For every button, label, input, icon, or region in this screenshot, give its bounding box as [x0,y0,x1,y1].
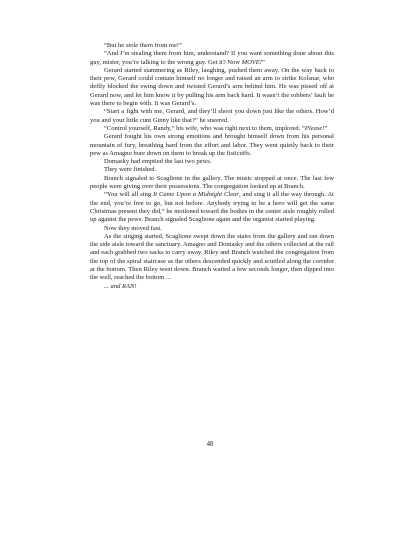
paragraph [90,42,334,50]
text-run: “Control yourself, Randy,” his wife, who was right next to them, implored. “ [104,124,305,132]
italic-text: It Came Upon a Midnight Clear [153,191,239,199]
page-number: 48 [206,441,214,448]
paragraph [90,233,334,283]
text-run: Gerard started stammering as Riley, laughing, pushed them away. On the way back to their pew, Gerard could contain himself no longer and raised an arm to strike Kolsnar, who deftly blocked the swing down and twisted Gerard’s arm behind him. He was pissed off at Gerard now, and let him know it by pulling his arm back hard. It wasn’t the robbers’ fault he was there to begin with. It was Gerard’s. [90,66,334,108]
text-run: ” [324,124,328,132]
text-run: , and sing it all the way through. At the end, you’re free to go, but not before. Anybody trying to be a hero will get the same Christmas present they did,” he motioned toward the bodies in the center aisle roughly rolled up against the pews. Branch signaled Scaglione again and the organist started playing. [90,191,334,224]
body-text [90,42,334,291]
text-run: As the singing started, Scaglione swept down the stairs from the gallery and ran down the side aisle toward the sanctuary. Amagno and Domasky and the others collected at the rail and each grabbed two sacks to carry away. Riley and Branch watched the congregation from the top of the spiral staircase as the others descended quickly and scuttled along the corridor at the bottom. Then Riley went down. Branch waited a few seconds longer, then dipped into the well, reached the bottom ... [90,232,334,282]
italic-text: ... and RAN! [104,282,137,290]
text-run: “Start a fight with me, Gerard, and they’ll shoot you down just like the others. How’d you and your little cunt Ginny like that?” he sneered. [90,108,334,124]
text-run: “But he [104,42,126,49]
text-run: Domasky had emptied the last two pews. [104,158,212,166]
paragraph [90,166,334,174]
paragraph [90,175,334,192]
paragraph [90,50,334,67]
text-run: stealing them from him, understand? If you want something done about this guy, mister, you’re talking to the wrong guy. Get it? Now [90,50,334,66]
paragraph [90,225,334,233]
paragraph [90,191,334,224]
text-run: They were finished. [104,166,157,174]
text-run: Gerard fought his own strong emotions and brought himself down from his personal mountain of fury, breathing hard from the effort and labor. They went quietly back to their pew as Amagno bore down on them to break up the fisticuffs. [90,133,334,157]
text-run: “You will all sing [104,191,154,199]
italic-text: MOVE! [241,58,262,66]
paragraph [90,158,334,166]
paragraph [90,108,334,125]
text-run: Branch signaled to Scaglione in the gallery. The music stopped at once. The last few people were giving over their possessions. The congregation looked up at Branch. [90,174,334,191]
text-run: them from me!” [138,42,183,49]
paragraph [90,133,334,158]
paragraph [90,283,334,291]
text-run: Now they moved fast. [104,224,162,232]
text-run: ” [262,58,265,66]
paragraph [90,67,334,108]
paragraph [90,125,334,133]
text-run: “And [104,50,121,58]
italic-text: I’m [120,50,130,58]
italic-text: Please! [304,124,325,132]
italic-text: stole [125,42,139,49]
